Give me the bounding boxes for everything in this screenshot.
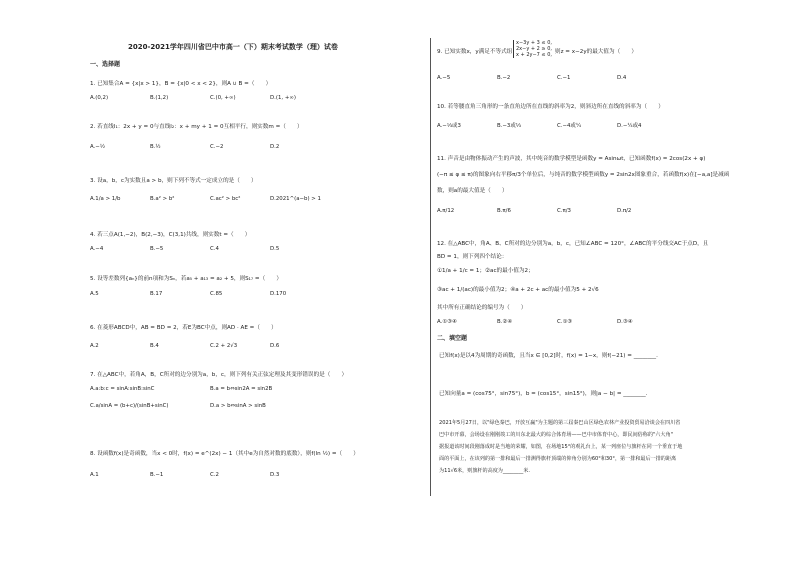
q1-option-c: C.(0, +∞) (210, 95, 236, 101)
page-title: 2020-2021学年四川省巴中市高一（下）期末考试数学（理）试卷 (128, 43, 338, 51)
q9-inequality-3: x + 2y−7 ≤ 0, (516, 52, 552, 58)
q10-option-b: B.−3或⅓ (497, 123, 521, 129)
q8-option-c: C.2 (210, 472, 219, 478)
q11-option-c: C.π/3 (557, 208, 571, 214)
q11-option-a: A.π/12 (437, 208, 455, 214)
question-11-line-1: 11. 声音是由物体振动产生的声波，其中纯音的数学模型是函数y = Asinωt，已知函数f(x) = 2cos(2x + φ) (437, 156, 706, 162)
q6-option-a: A.2 (90, 343, 99, 349)
question-7-stem: 7. 在△ABC中，若角A，B，C所对的边分别为a，b，c，则下列有关正弦定理及其变形错误的是（ ） (90, 372, 348, 378)
q5-option-a: A.5 (90, 291, 99, 297)
question-3-stem: 3. 设a，b，c为实数且a > b，则下列不等式一定成立的是（ ） (90, 178, 257, 184)
q4-option-b: B.−5 (150, 246, 164, 252)
q11-option-d: D.π/2 (617, 208, 632, 214)
q9-option-c: C.−1 (557, 75, 571, 81)
q12-option-a: A.①③④ (437, 319, 457, 325)
q2-option-a: A.−½ (90, 144, 106, 150)
q11-option-b: B.π/6 (497, 208, 511, 214)
question-12-line-1: 12. 在△ABC中，角A、B、C所对的边分别为a，b，c，已知∠ABC = 120°，∠ABC的平分线交AC于点D，且 (437, 241, 709, 247)
question-9-stem: 9. 已知实数x，y满足不等式组 (437, 49, 513, 55)
q6-option-c: C.2 + 2√3 (210, 343, 238, 349)
question-5-stem: 5. 设等差数列{aₙ}的前n项和为Sₙ，若a₅ + a₁₃ = a₂ + 5，则S₁₇ =（ ） (90, 276, 282, 282)
question-10-stem: 10. 若等腰直角三角形的一条直角边所在直线的斜率为2，则斜边所在直线的斜率为（ ） (437, 104, 664, 110)
question-2-stem: 2. 若直线l₁：2x + y = 0与直线l₂：x + my + 1 = 0互相平行，则实数m =（ ） (90, 124, 303, 130)
q5-option-b: B.17 (150, 291, 163, 297)
question-15-line-5: 为11√6米，则旗杆的高度为________米. (439, 468, 530, 474)
q3-option-a: A.1/a > 1/b (90, 196, 121, 202)
q5-option-c: C.85 (210, 291, 223, 297)
q6-option-b: B.4 (150, 343, 159, 349)
q6-option-d: D.6 (270, 343, 280, 349)
q2-option-c: C.−2 (210, 144, 224, 150)
q12-option-c: C.①③ (557, 319, 573, 325)
q8-option-a: A.1 (90, 472, 99, 478)
question-13: 已知f(x)是以4为周期的奇函数，且当x ∈ [0,2]时，f(x) = 1−x，则f(−21) = ________. (439, 353, 658, 359)
question-11-line-3: 数，则a的最大值是（ ） (437, 188, 508, 194)
section-heading-choice: 一、选择题 (90, 61, 121, 68)
question-12-line-3: ①1/a + 1/c = 1；②ac的最小值为2； (437, 268, 534, 274)
q4-option-c: C.4 (210, 246, 219, 252)
question-12-line-4: ③ac + 1/(ac)的最小值为2；④a + 2c + ac的最小值为5 + 2√6 (437, 287, 599, 293)
question-11-line-2: (−π ≤ φ ≤ π)的图象向右平移π/3个单位后，与纯音的数学模型函数y = 2sin2x图象重合，若函数f(x)在[−a,a]是减函 (437, 172, 730, 178)
question-12-line-5: 其中所有正确结论的编号为（ ） (437, 305, 527, 311)
q10-option-c: C.−4或¼ (557, 123, 582, 129)
question-15-line-1: 2021年5月27日，以"绿色秦巴，开放互赢"为主题的第三届秦巴山区绿色农林产业投资贸易洽谈会在四川省 (439, 420, 681, 426)
question-8-stem: 8. 设函数f(x)是奇函数，当x < 0时，f(x) = e^(2x) − 1（其中e为自然对数的底数），则f(ln ½) =（ ） (90, 451, 359, 457)
section-heading-fill-in: 二、填空题 (437, 335, 468, 342)
q1-option-d: D.(1, +∞) (270, 95, 296, 101)
q9-inequality-system (513, 40, 552, 58)
q10-option-a: A.−⅓或3 (437, 123, 461, 129)
q5-option-d: D.170 (270, 291, 287, 297)
column-divider (430, 38, 431, 496)
q9-option-d: D.4 (617, 75, 627, 81)
question-15-line-3: 据报道该时间段刚落成时是当地的荣耀，如图，在场地15°的观礼台上，某一列座位与旗杆在同一个垂直于地 (439, 444, 683, 450)
question-1-stem: 1. 已知集合A = {x|x > 1}，B = {x|0 < x < 2}，则A ∪ B =（ ） (90, 81, 272, 87)
q3-option-b: B.a² > b² (150, 196, 175, 202)
q2-option-d: D.2 (270, 144, 280, 150)
q7-option-b: B.a = b⇔sin2A = sin2B (210, 386, 273, 392)
q2-option-b: B.½ (150, 144, 161, 150)
q9-inequality-1: x−3y + 3 ≤ 0, (516, 40, 552, 46)
question-15-line-4: 面的平面上，在该列的第一排和最后一排测得旗杆顶端的仰角分别为60°和30°，第一排和最后一排的距离 (439, 456, 677, 462)
q12-option-b: B.②④ (497, 319, 513, 325)
q1-option-a: A.(0,2) (90, 95, 109, 101)
q3-option-d: D.2021^(a−b) > 1 (270, 196, 321, 202)
q7-option-d: D.a > b⇔sinA > sinB (210, 403, 266, 409)
q9-option-a: A.−5 (437, 75, 451, 81)
question-14: 已知向量a = (cos75°，sin75°)，b = (cos15°，sin15°)，则|a − b| = ________. (439, 391, 648, 397)
question-12-line-2: BD = 1，则下列四个结论： (437, 254, 508, 260)
q1-option-b: B.(1,2) (150, 95, 169, 101)
q7-option-a: A.a:b:c = sinA:sinB:sinC (90, 386, 155, 392)
q9-stem-tail: 则z = x−2y的最大值为（ ） (555, 49, 637, 55)
question-6-stem: 6. 在菱形ABCD中，AB = BD = 2，若E为BC中点，则AD · AE =（ ） (90, 325, 277, 331)
question-15-line-2: 巴中市开幕，会场设在刚刚竣工的川东北最大的综合体育场——巴中市体育中心，即民间俗称的"六大角" (439, 432, 673, 438)
q9-inequality-2: 2x−y + 2 ≥ 0, (516, 46, 552, 52)
q8-option-d: D.3 (270, 472, 280, 478)
q4-option-a: A.−4 (90, 246, 104, 252)
q4-option-d: D.5 (270, 246, 280, 252)
q9-option-b: B.−2 (497, 75, 511, 81)
q7-option-c: C.a/sinA = (b+c)/(sinB+sinC) (90, 403, 169, 409)
q3-option-c: C.ac² > bc² (210, 196, 241, 202)
q10-option-d: D.−¼或4 (617, 123, 642, 129)
question-4-stem: 4. 若三点A(1,−2)，B(2,−3)，C(3,1)共线，则实数t =（ ） (90, 232, 251, 238)
q12-option-d: D.③④ (617, 319, 633, 325)
q8-option-b: B.−1 (150, 472, 164, 478)
